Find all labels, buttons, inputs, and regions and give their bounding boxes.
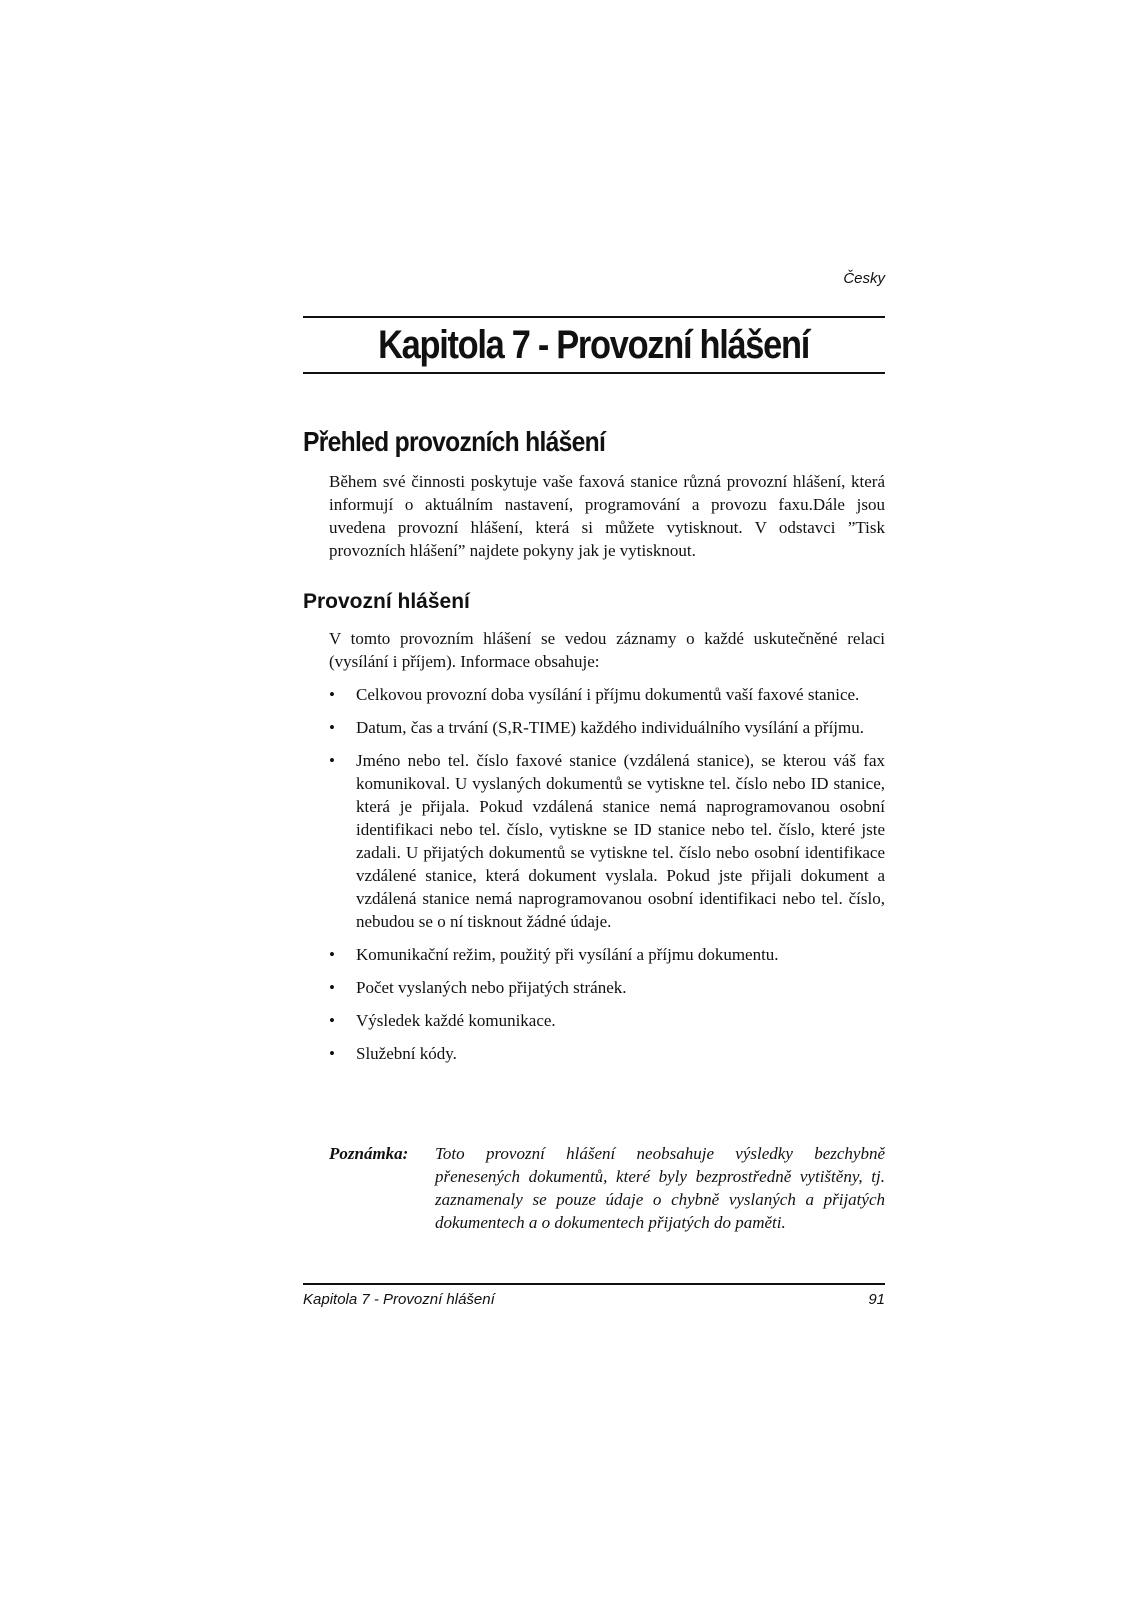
list-item-text: Služební kódy.: [356, 1044, 457, 1063]
chapter-title-box: [303, 316, 885, 374]
list-item-text: Jméno nebo tel. číslo faxové stanice (vzdálená stanice), se kterou váš fax komunikoval. U vyslaných dokumentů se vytiskne tel. číslo nebo ID stanice, která je přijala. Pokud vzdálená stanice nemá naprogramovanou osobní identifikaci nebo tel. číslo, vytiskne se ID stanice nebo tel. číslo, které jste zadali. U přijatých dokumentů se vytiskne tel. číslo nebo osobní identifikace vzdálené stanice, která dokument vyslala. Pokud jste přijali dokument a vzdálená stanice nemá naprogramovanou osobní identifikaci nebo tel. číslo, nebudou se o ní tisknout žádné údaje.: [356, 751, 885, 931]
list-item: [329, 1042, 885, 1065]
list-item-text: Celkovou provozní doba vysílání i příjmu dokumentů vaší faxové stanice.: [356, 685, 860, 704]
section-intro-paragraph: Během své činnosti poskytuje vaše faxová stanice různá provozní hlášení, která informují o aktuálním nastavení, programování a provozu faxu.Dále jsou uvedena provozní hlášení, která si můžete vytisknout. V odstavci ”Tisk provozních hlášení” najdete pokyny jak je vytisknout.: [329, 472, 885, 560]
page-number: 91: [868, 1291, 885, 1308]
subsection-heading: Provozní hlášení: [303, 590, 470, 613]
bullet-icon: •: [329, 945, 335, 964]
list-item-text: Datum, čas a trvání (S,R-TIME) každého individuálního vysílání a příjmu.: [356, 718, 864, 737]
language-label: Česky: [843, 270, 885, 287]
list-item-text: Komunikační režim, použitý při vysílání a příjmu dokumentu.: [356, 945, 779, 964]
list-item: [329, 1009, 885, 1032]
note-label: Poznámka:: [329, 1144, 409, 1163]
section-heading: Přehled provozních hlášení: [303, 426, 606, 457]
list-item: [329, 749, 885, 933]
bullet-icon: •: [329, 718, 335, 737]
bullet-icon: •: [329, 751, 335, 770]
bullet-list: [329, 683, 885, 1075]
footer-chapter-label: Kapitola 7 - Provozní hlášení: [303, 1291, 495, 1308]
bullet-icon: •: [329, 1044, 335, 1063]
chapter-title: Kapitola 7 - Provozní hlášení: [378, 322, 810, 367]
list-item: [329, 683, 885, 706]
bullet-icon: •: [329, 1011, 335, 1030]
subsection-intro-paragraph: V tomto provozním hlášení se vedou záznamy o každé uskutečněné relaci (vysílání i příjem). Informace obsahuje:: [329, 629, 885, 671]
bullet-icon: •: [329, 685, 335, 704]
list-item: [329, 976, 885, 999]
list-item-text: Počet vyslaných nebo přijatých stránek.: [356, 978, 627, 997]
note-text: Toto provozní hlášení neobsahuje výsledky bezchybně přenesených dokumentů, které byly bezprostředně vytištěny, tj. zaznamenaly se pouze údaje o chybně vyslaných a přijatých dokumentech a o dokumentech přijatých do paměti.: [435, 1144, 885, 1232]
list-item: [329, 943, 885, 966]
list-item: [329, 716, 885, 739]
footer-divider: [303, 1283, 885, 1285]
list-item-text: Výsledek každé komunikace.: [356, 1011, 556, 1030]
bullet-icon: •: [329, 978, 335, 997]
document-page: [303, 0, 885, 1600]
